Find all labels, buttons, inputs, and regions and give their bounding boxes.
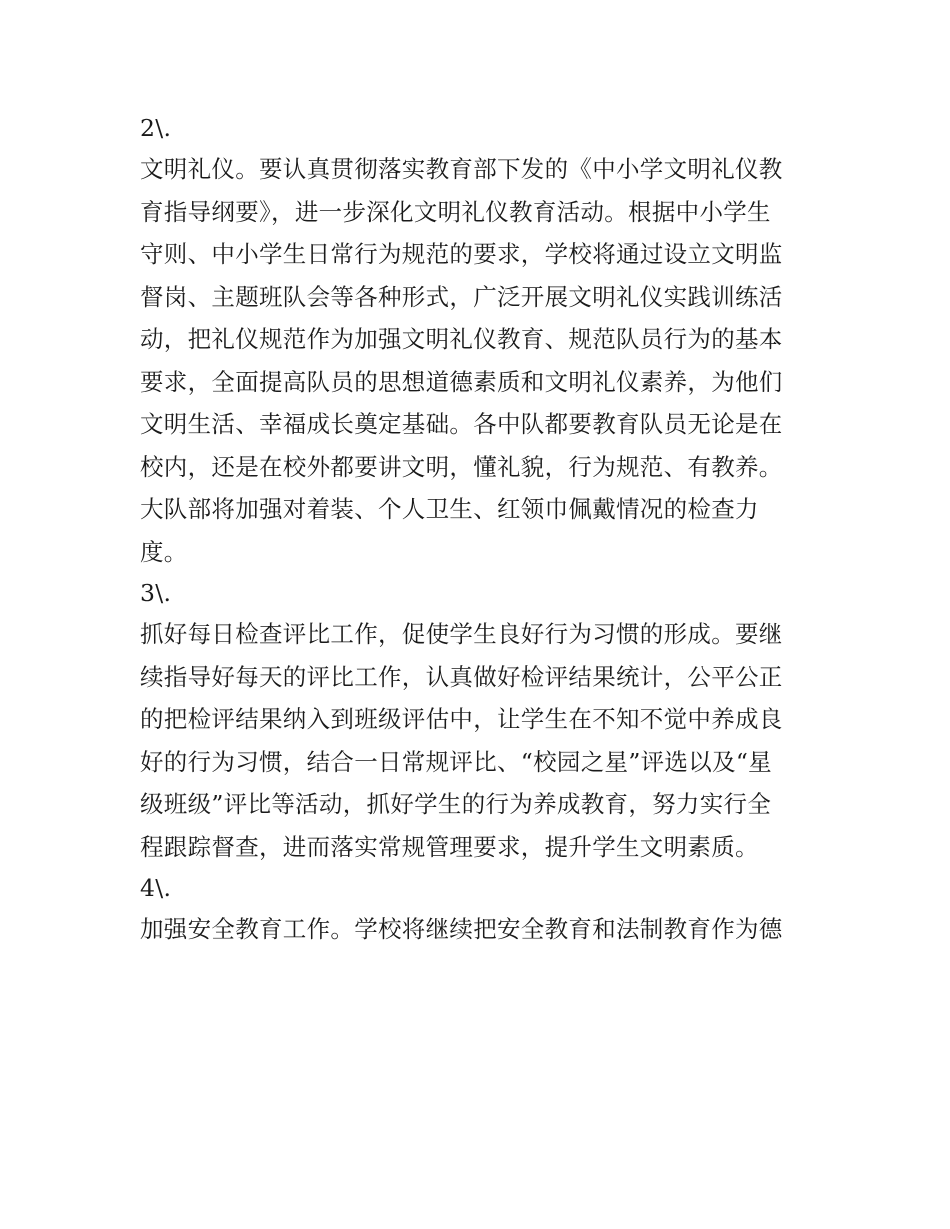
paragraph-line: 动，把礼仪规范作为加强文明礼仪教育、规范队员行为的基本 [140,325,783,353]
paragraph-line: 抓好每日检查评比工作，促使学生良好行为习惯的形成。要继 [140,620,783,648]
paragraph-line: 级班级”评比等活动，抓好学生的行为养成教育，努力实行全 [140,790,772,818]
document-body [140,108,830,951]
paragraph-line: 大队部将加强对着装、个人卫生、红领巾佩戴情况的检查力 [140,495,759,523]
paragraph-line: 好的行为习惯，结合一日常规评比、“校园之星”评选以及“星 [140,747,772,776]
paragraph-line: 校内，还是在校外都要讲文明，懂礼貌，行为规范、有教养。 [140,452,783,481]
section-number: 4\. [140,874,172,902]
paragraph-line: 要求，全面提高队员的思想道德素质和文明礼仪素养，为他们 [140,367,783,396]
paragraph-line: 文明礼仪。要认真贯彻落实教育部下发的《中小学文明礼仪教 [140,155,783,183]
section-2 [140,108,830,573]
paragraph-line: 程跟踪督查，进而落实常规管理要求，提升学生文明素质。 [140,832,759,861]
section-number: 3\. [140,579,172,607]
paragraph-line: 督岗、主题班队会等各种形式，广泛开展文明礼仪实践训练活 [140,282,783,311]
paragraph-line: 续指导好每天的评比工作，认真做好检评结果统计，公平公正 [140,662,783,691]
paragraph-line: 的把检评结果纳入到班级评估中，让学生在不知不觉中养成良 [140,705,783,733]
paragraph-line: 加强安全教育工作。学校将继续把安全教育和法制教育作为德 [140,915,783,943]
section-number: 2\. [140,114,172,142]
paragraph-line: 文明生活、幸福成长奠定基础。各中队都要教育队员无论是在 [140,410,783,438]
paragraph-line: 度。 [140,537,188,566]
paragraph-line: 育指导纲要》，进一步深化文明礼仪教育活动。根据中小学生 [140,197,771,226]
section-4 [140,868,830,951]
paragraph-line: 守则、中小学生日常行为规范的要求，学校将通过设立文明监 [140,240,783,268]
section-3 [140,573,830,868]
